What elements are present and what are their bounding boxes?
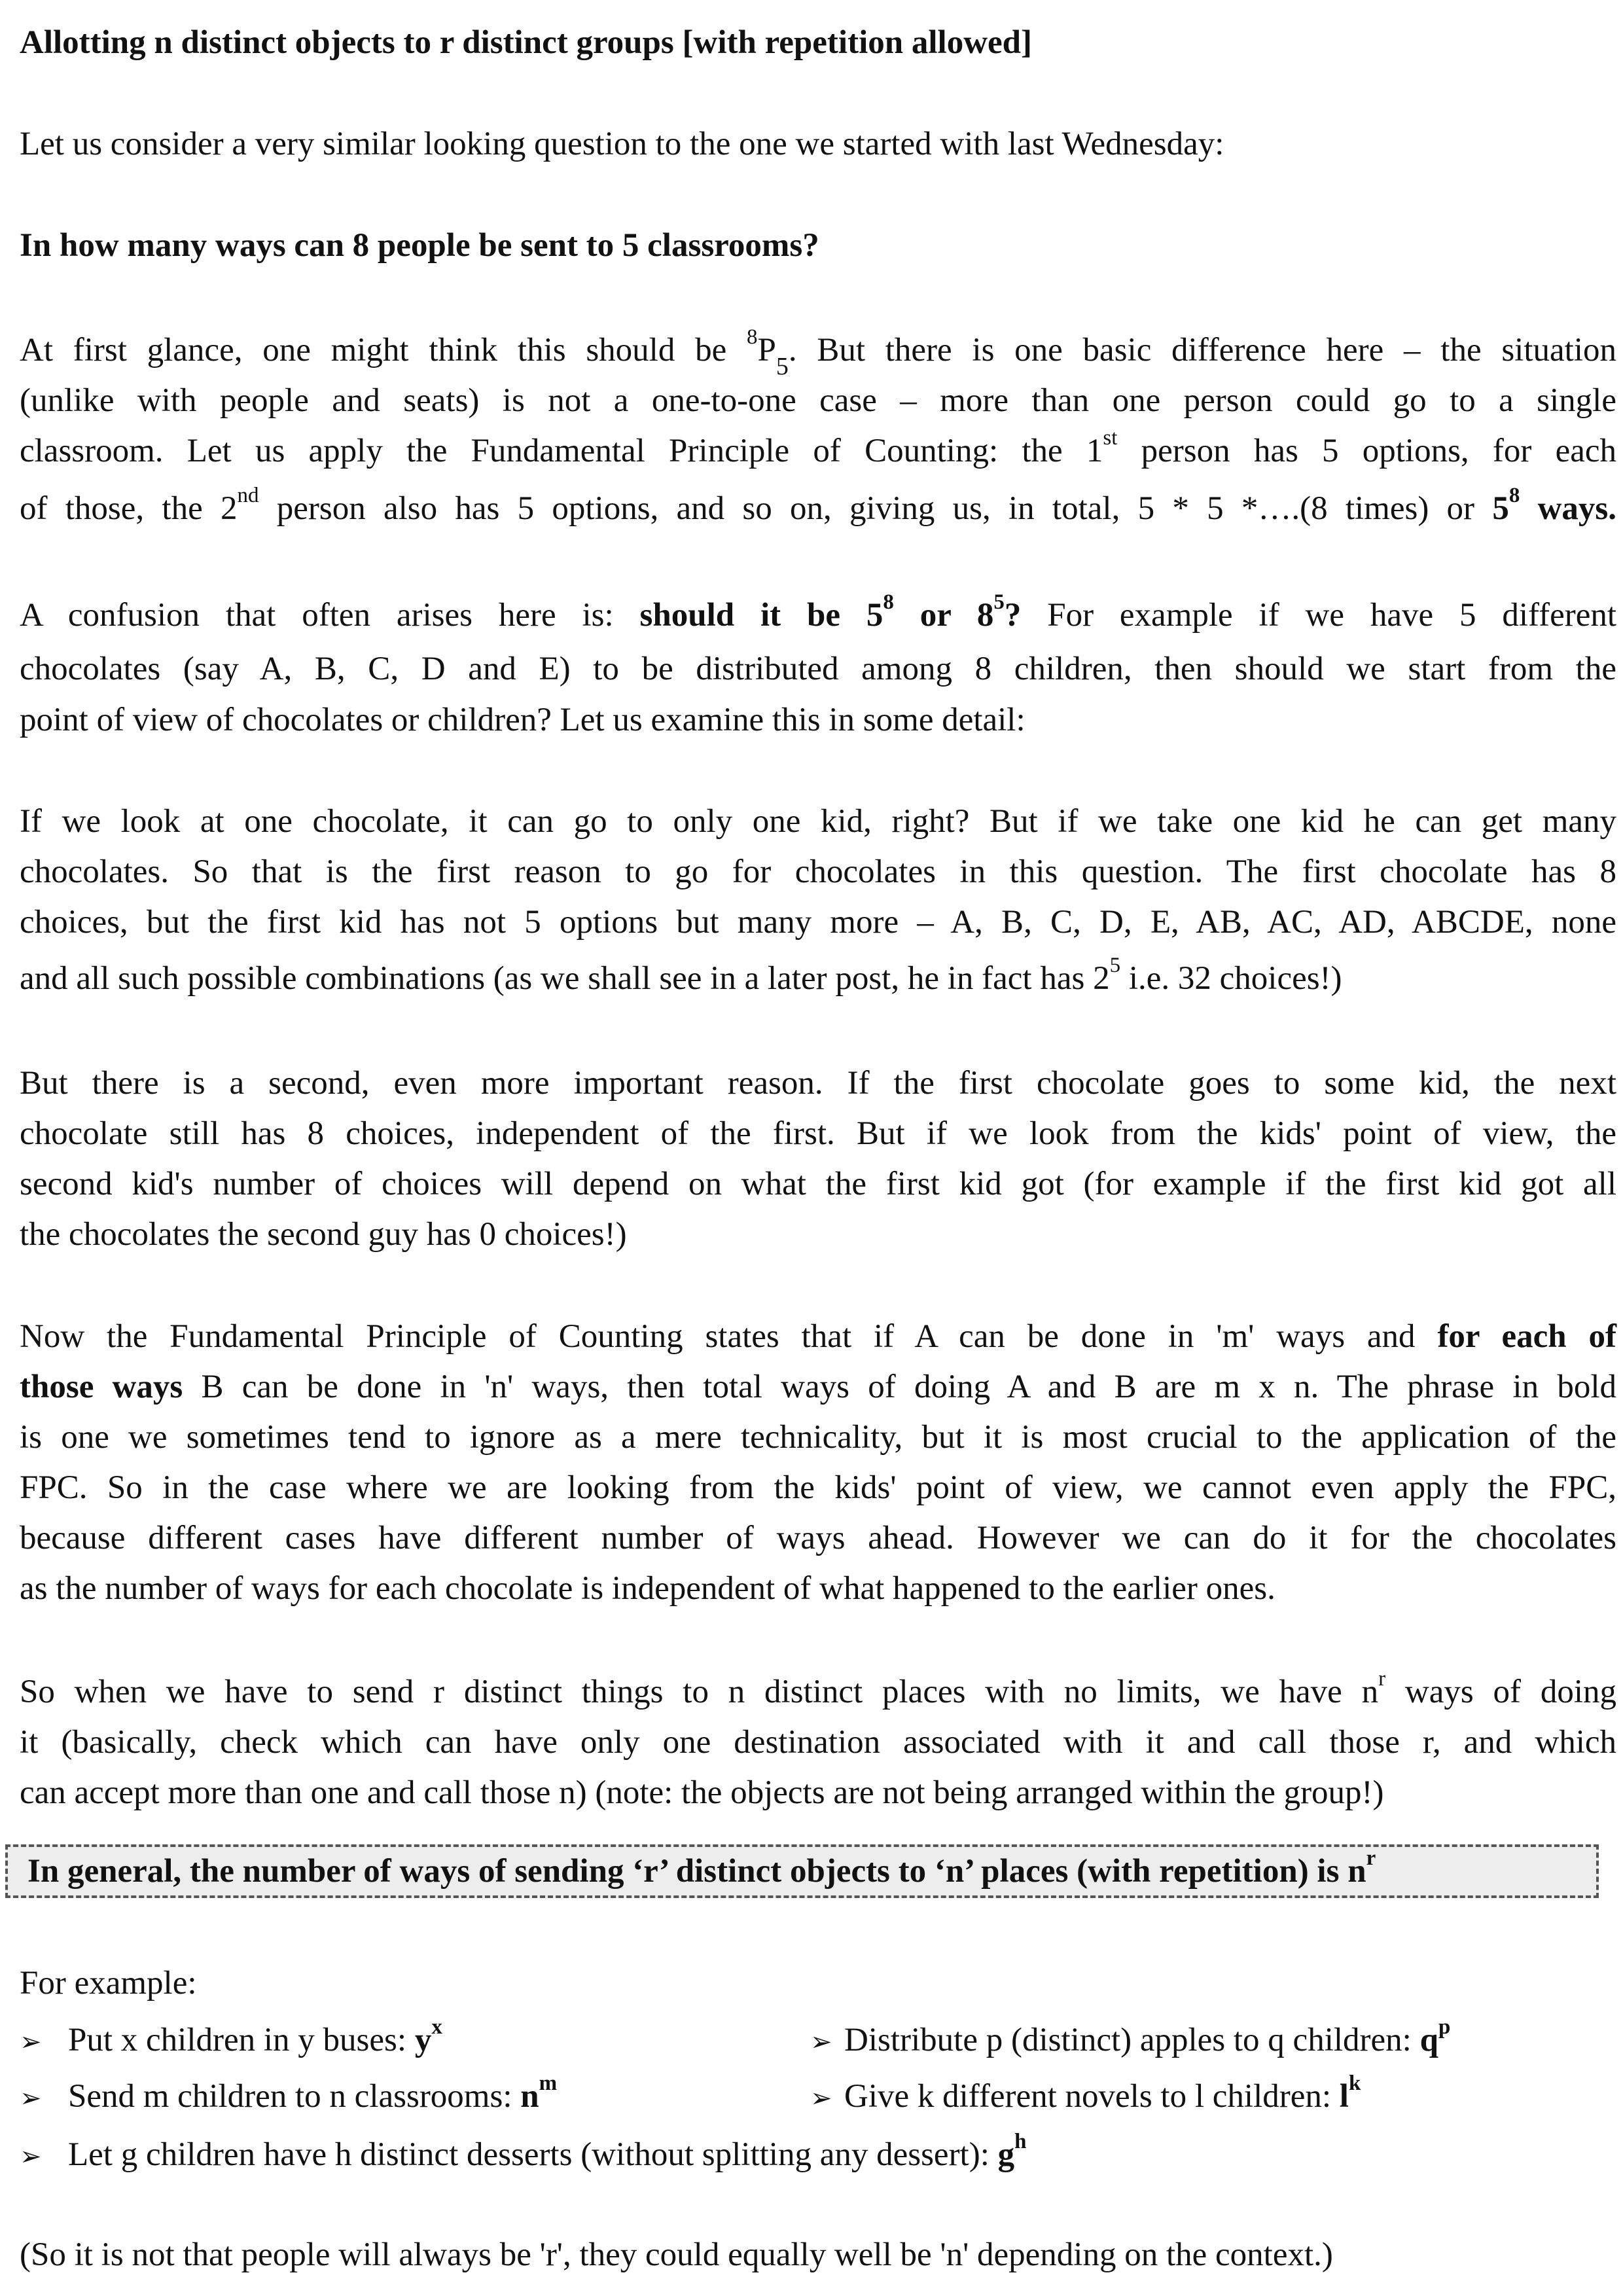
- p6-line-1: So when we have to send r distinct things to n distinct places with no limits, we have $n^r$ ways of doing: [20, 1667, 1617, 1710]
- p5-line-6: as the number of ways for each chocolate is independent of what happened to the earlier ones.: [20, 1570, 1275, 1607]
- p3-line-2: chocolates. So that is the first reason to go for chocolates in this question. The first chocolate has 8: [20, 853, 1616, 890]
- arrow-bullet-icon: ➢: [20, 2027, 42, 2057]
- p1-line-1: At first glance, one might think this should be $^8P_5$. But there is one basic difference here – the situation: [20, 325, 1616, 381]
- p4-line-4: the chocolates the second guy has 0 choices!): [20, 1216, 627, 1253]
- general-rule-box: [5, 1844, 1599, 1898]
- p4-line-3: second kid's number of choices will depend on what the first kid got (for example if the first kid got all: [20, 1166, 1616, 1202]
- examples-heading: For example:: [20, 1965, 197, 2001]
- arrow-bullet-icon: ➢: [810, 2083, 832, 2113]
- p2-line-3: point of view of chocolates or children? Let us examine this in some detail:: [20, 702, 1026, 738]
- p1-line-2: (unlike with people and seats) is not a one-to-one case – more than one person could go to a single: [20, 382, 1616, 419]
- p4-line-2: chocolate still has 8 choices, independent of the first. But if we look from the kids' point of view, the: [20, 1115, 1616, 1152]
- p5-line-1: Now the Fundamental Principle of Counting states that if A can be done in 'm' ways and for each of: [20, 1318, 1617, 1355]
- question-text: In how many ways can 8 people be sent to 5 classrooms?: [20, 227, 819, 264]
- p5-line-5: because different cases have different number of ways ahead. However we can do it for the chocolates: [20, 1520, 1616, 1556]
- closing-note: (So it is not that people will always be 'r', they could equally well be 'n' depending on the context.): [20, 2236, 1333, 2273]
- intro-line: Let us consider a very similar looking question to the one we started with last Wednesday:: [20, 126, 1224, 162]
- p1-line-3: classroom. Let us apply the Fundamental Principle of Counting: the 1st person has 5 options, for each: [20, 426, 1616, 469]
- question-line: [20, 226, 1616, 265]
- arrow-bullet-icon: ➢: [810, 2027, 832, 2057]
- p1-line-4: of those, the 2nd person also has 5 options, and so on, giving us, in total, 5 * 5 *….(8 times) or $5^8$ ways.: [20, 484, 1616, 527]
- general-rule-text: In general, the number of ways of sending ‘r’ distinct objects to ‘n’ places (with repetition) is $n^r$: [27, 1846, 1376, 1890]
- p5-line-2: those ways B can be done in 'n' ways, then total ways of doing A and B are m x n. The phrase in bold: [20, 1369, 1616, 1405]
- p2-line-1: A confusion that often arises here is: should it be $5^8$ or $8^5$? For example if we have 5 different: [20, 590, 1617, 634]
- p6-line-2: it (basically, check which can have only one destination associated with it and call those r, and which: [20, 1724, 1616, 1761]
- example-row-3: ➢ Let g children have h distinct desserts (without splitting any dessert): $g^h$: [20, 2135, 1616, 2176]
- title-text: Allotting n distinct objects to r distinct groups [with repetition allowed]: [20, 24, 1033, 61]
- example-row-2: ➢ Send m children to n classrooms: $n^m$ ➢ Give k different novels to l children: $l^k$: [20, 2077, 1616, 2118]
- example-2: ➢ Distribute p (distinct) apples to q children: $q^p$: [810, 2020, 1450, 2062]
- p3-line-4: and all such possible combinations (as we shall see in a later post, he in fact has $2^5$ i.e. 32 choices!): [20, 954, 1342, 997]
- arrow-bullet-icon: ➢: [20, 2083, 42, 2113]
- p4-line-1: But there is a second, even more important reason. If the first chocolate goes to some kid, the next: [20, 1065, 1616, 1102]
- p3-line-3: choices, but the first kid has not 5 options but many more – A, B, C, D, E, AB, AC, AD, ABCDE, none: [20, 904, 1616, 941]
- p5-line-3: is one we sometimes tend to ignore as a mere technicality, but it is most crucial to the application of the: [20, 1419, 1616, 1456]
- document-title: [20, 23, 1616, 62]
- p3-line-1: If we look at one chocolate, it can go to only one kid, right? But if we take one kid he can get many: [20, 803, 1616, 840]
- example-row-1: ➢ Put x children in y buses: $y^x$ ➢ Distribute p (distinct) apples to q children: $q^p$: [20, 2020, 1616, 2062]
- p2-line-2: chocolates (say A, B, C, D and E) to be distributed among 8 children, then should we start from the: [20, 651, 1616, 687]
- example-4: ➢ Give k different novels to l children: $l^k$: [810, 2077, 1361, 2118]
- p5-line-4: FPC. So in the case where we are looking from the kids' point of view, we cannot even apply the FPC,: [20, 1469, 1616, 1506]
- arrow-bullet-icon: ➢: [20, 2142, 42, 2172]
- p6-line-3: can accept more than one and call those n) (note: the objects are not being arranged within the group!): [20, 1774, 1384, 1811]
